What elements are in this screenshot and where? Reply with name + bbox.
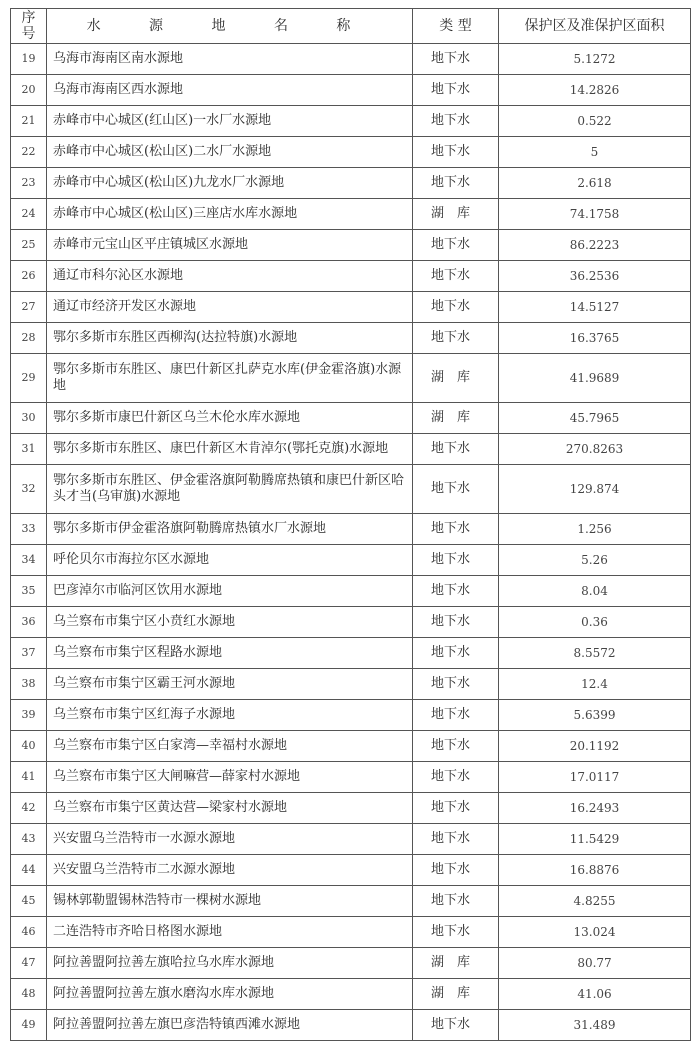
cell-num: 38 xyxy=(11,669,47,700)
cell-name: 通辽市科尔沁区水源地 xyxy=(47,261,413,292)
cell-area: 17.0117 xyxy=(499,762,691,793)
cell-name: 阿拉善盟阿拉善左旗水磨沟水库水源地 xyxy=(47,979,413,1010)
cell-num: 40 xyxy=(11,731,47,762)
cell-num: 24 xyxy=(11,199,47,230)
cell-num: 36 xyxy=(11,607,47,638)
cell-name: 乌兰察布市集宁区白家湾—幸福村水源地 xyxy=(47,731,413,762)
cell-num: 21 xyxy=(11,106,47,137)
cell-num: 26 xyxy=(11,261,47,292)
cell-num: 43 xyxy=(11,824,47,855)
cell-area: 5.1272 xyxy=(499,44,691,75)
table-row xyxy=(11,230,691,261)
cell-area: 41.06 xyxy=(499,979,691,1010)
cell-num: 31 xyxy=(11,434,47,465)
cell-num: 37 xyxy=(11,638,47,669)
cell-type: 地下水 xyxy=(413,576,499,607)
cell-num: 33 xyxy=(11,514,47,545)
cell-type: 湖 库 xyxy=(413,354,499,403)
cell-num: 48 xyxy=(11,979,47,1010)
table-row xyxy=(11,168,691,199)
cell-area: 16.3765 xyxy=(499,323,691,354)
cell-type: 地下水 xyxy=(413,731,499,762)
table-row xyxy=(11,323,691,354)
table-row xyxy=(11,762,691,793)
cell-num: 34 xyxy=(11,545,47,576)
cell-area: 5.26 xyxy=(499,545,691,576)
header-num: 序号 xyxy=(11,9,47,44)
cell-name: 鄂尔多斯市康巴什新区乌兰木伦水库水源地 xyxy=(47,403,413,434)
cell-area: 16.8876 xyxy=(499,855,691,886)
cell-num: 44 xyxy=(11,855,47,886)
table-row xyxy=(11,199,691,230)
cell-type: 地下水 xyxy=(413,607,499,638)
table-row xyxy=(11,106,691,137)
cell-type: 地下水 xyxy=(413,855,499,886)
cell-num: 46 xyxy=(11,917,47,948)
cell-type: 地下水 xyxy=(413,917,499,948)
cell-area: 5.6399 xyxy=(499,700,691,731)
cell-type: 地下水 xyxy=(413,465,499,514)
cell-name: 赤峰市中心城区(松山区)九龙水厂水源地 xyxy=(47,168,413,199)
cell-name: 呼伦贝尔市海拉尔区水源地 xyxy=(47,545,413,576)
table-row xyxy=(11,576,691,607)
cell-num: 41 xyxy=(11,762,47,793)
cell-area: 0.522 xyxy=(499,106,691,137)
cell-name: 赤峰市元宝山区平庄镇城区水源地 xyxy=(47,230,413,261)
cell-num: 25 xyxy=(11,230,47,261)
table-row xyxy=(11,403,691,434)
header-name: 水 源 地 名 称 xyxy=(47,9,413,44)
cell-type: 地下水 xyxy=(413,75,499,106)
cell-name: 乌海市海南区南水源地 xyxy=(47,44,413,75)
table-row xyxy=(11,545,691,576)
table-body xyxy=(11,44,691,1041)
cell-name: 赤峰市中心城区(松山区)三座店水库水源地 xyxy=(47,199,413,230)
cell-area: 14.5127 xyxy=(499,292,691,323)
cell-num: 30 xyxy=(11,403,47,434)
cell-area: 41.9689 xyxy=(499,354,691,403)
table-row xyxy=(11,434,691,465)
cell-type: 地下水 xyxy=(413,762,499,793)
table-row xyxy=(11,855,691,886)
cell-type: 地下水 xyxy=(413,137,499,168)
table-row xyxy=(11,514,691,545)
cell-num: 27 xyxy=(11,292,47,323)
cell-area: 45.7965 xyxy=(499,403,691,434)
cell-name: 鄂尔多斯市东胜区西柳沟(达拉特旗)水源地 xyxy=(47,323,413,354)
cell-name: 鄂尔多斯市东胜区、康巴什新区扎萨克水库(伊金霍洛旗)水源地 xyxy=(47,354,413,403)
cell-type: 地下水 xyxy=(413,669,499,700)
cell-type: 地下水 xyxy=(413,886,499,917)
cell-type: 地下水 xyxy=(413,292,499,323)
table-row xyxy=(11,669,691,700)
table-row xyxy=(11,948,691,979)
table-row xyxy=(11,137,691,168)
cell-area: 74.1758 xyxy=(499,199,691,230)
cell-name: 乌兰察布市集宁区小贲红水源地 xyxy=(47,607,413,638)
cell-type: 地下水 xyxy=(413,793,499,824)
cell-area: 14.2826 xyxy=(499,75,691,106)
cell-type: 地下水 xyxy=(413,545,499,576)
cell-area: 4.8255 xyxy=(499,886,691,917)
table-row xyxy=(11,465,691,514)
table-row xyxy=(11,917,691,948)
cell-type: 地下水 xyxy=(413,700,499,731)
cell-name: 巴彦淖尔市临河区饮用水源地 xyxy=(47,576,413,607)
cell-area: 80.77 xyxy=(499,948,691,979)
cell-type: 地下水 xyxy=(413,1010,499,1041)
cell-area: 86.2223 xyxy=(499,230,691,261)
cell-area: 31.489 xyxy=(499,1010,691,1041)
header-type: 类 型 xyxy=(413,9,499,44)
table-row xyxy=(11,979,691,1010)
cell-name: 乌兰察布市集宁区程路水源地 xyxy=(47,638,413,669)
table-row xyxy=(11,793,691,824)
cell-type: 地下水 xyxy=(413,638,499,669)
cell-num: 28 xyxy=(11,323,47,354)
cell-type: 湖 库 xyxy=(413,403,499,434)
cell-name: 锡林郭勒盟锡林浩特市一棵树水源地 xyxy=(47,886,413,917)
cell-area: 1.256 xyxy=(499,514,691,545)
cell-type: 地下水 xyxy=(413,261,499,292)
cell-type: 地下水 xyxy=(413,106,499,137)
cell-area: 8.5572 xyxy=(499,638,691,669)
table-header-row xyxy=(11,9,691,44)
table-row xyxy=(11,292,691,323)
table-row xyxy=(11,638,691,669)
cell-num: 45 xyxy=(11,886,47,917)
cell-name: 乌兰察布市集宁区黄达营—梁家村水源地 xyxy=(47,793,413,824)
cell-type: 地下水 xyxy=(413,514,499,545)
cell-name: 通辽市经济开发区水源地 xyxy=(47,292,413,323)
water-source-table xyxy=(10,8,691,1041)
cell-name: 乌兰察布市集宁区霸王河水源地 xyxy=(47,669,413,700)
cell-type: 湖 库 xyxy=(413,979,499,1010)
cell-name: 鄂尔多斯市东胜区、伊金霍洛旗阿勒腾席热镇和康巴什新区哈头才当(乌审旗)水源地 xyxy=(47,465,413,514)
table-row xyxy=(11,261,691,292)
table-row xyxy=(11,75,691,106)
cell-area: 5 xyxy=(499,137,691,168)
header-area: 保护区及准保护区面积 xyxy=(499,9,691,44)
cell-num: 39 xyxy=(11,700,47,731)
cell-name: 赤峰市中心城区(红山区)一水厂水源地 xyxy=(47,106,413,137)
cell-num: 22 xyxy=(11,137,47,168)
cell-name: 乌兰察布市集宁区大闸嘛营—薛家村水源地 xyxy=(47,762,413,793)
cell-num: 32 xyxy=(11,465,47,514)
cell-type: 地下水 xyxy=(413,434,499,465)
cell-num: 49 xyxy=(11,1010,47,1041)
cell-area: 270.8263 xyxy=(499,434,691,465)
table-row xyxy=(11,824,691,855)
table-row xyxy=(11,700,691,731)
table-row xyxy=(11,44,691,75)
cell-name: 鄂尔多斯市伊金霍洛旗阿勒腾席热镇水厂水源地 xyxy=(47,514,413,545)
cell-name: 乌兰察布市集宁区红海子水源地 xyxy=(47,700,413,731)
table-row xyxy=(11,1010,691,1041)
cell-name: 赤峰市中心城区(松山区)二水厂水源地 xyxy=(47,137,413,168)
cell-area: 13.024 xyxy=(499,917,691,948)
cell-num: 47 xyxy=(11,948,47,979)
cell-type: 湖 库 xyxy=(413,199,499,230)
cell-type: 地下水 xyxy=(413,44,499,75)
cell-area: 16.2493 xyxy=(499,793,691,824)
cell-type: 地下水 xyxy=(413,230,499,261)
cell-type: 湖 库 xyxy=(413,948,499,979)
cell-num: 19 xyxy=(11,44,47,75)
cell-name: 阿拉善盟阿拉善左旗哈拉乌水库水源地 xyxy=(47,948,413,979)
cell-num: 20 xyxy=(11,75,47,106)
cell-name: 乌海市海南区西水源地 xyxy=(47,75,413,106)
cell-area: 8.04 xyxy=(499,576,691,607)
cell-type: 地下水 xyxy=(413,824,499,855)
cell-name: 二连浩特市齐哈日格图水源地 xyxy=(47,917,413,948)
table-row xyxy=(11,886,691,917)
cell-name: 鄂尔多斯市东胜区、康巴什新区木肯淖尔(鄂托克旗)水源地 xyxy=(47,434,413,465)
cell-area: 20.1192 xyxy=(499,731,691,762)
cell-name: 兴安盟乌兰浩特市二水源水源地 xyxy=(47,855,413,886)
cell-area: 129.874 xyxy=(499,465,691,514)
cell-area: 36.2536 xyxy=(499,261,691,292)
cell-area: 11.5429 xyxy=(499,824,691,855)
cell-num: 42 xyxy=(11,793,47,824)
cell-area: 0.36 xyxy=(499,607,691,638)
cell-num: 35 xyxy=(11,576,47,607)
table-row xyxy=(11,731,691,762)
cell-num: 23 xyxy=(11,168,47,199)
cell-name: 兴安盟乌兰浩特市一水源水源地 xyxy=(47,824,413,855)
cell-type: 地下水 xyxy=(413,168,499,199)
cell-num: 29 xyxy=(11,354,47,403)
cell-name: 阿拉善盟阿拉善左旗巴彦浩特镇西滩水源地 xyxy=(47,1010,413,1041)
table-row xyxy=(11,354,691,403)
cell-type: 地下水 xyxy=(413,323,499,354)
cell-area: 2.618 xyxy=(499,168,691,199)
cell-area: 12.4 xyxy=(499,669,691,700)
water-source-table-page xyxy=(10,8,690,1041)
table-row xyxy=(11,607,691,638)
